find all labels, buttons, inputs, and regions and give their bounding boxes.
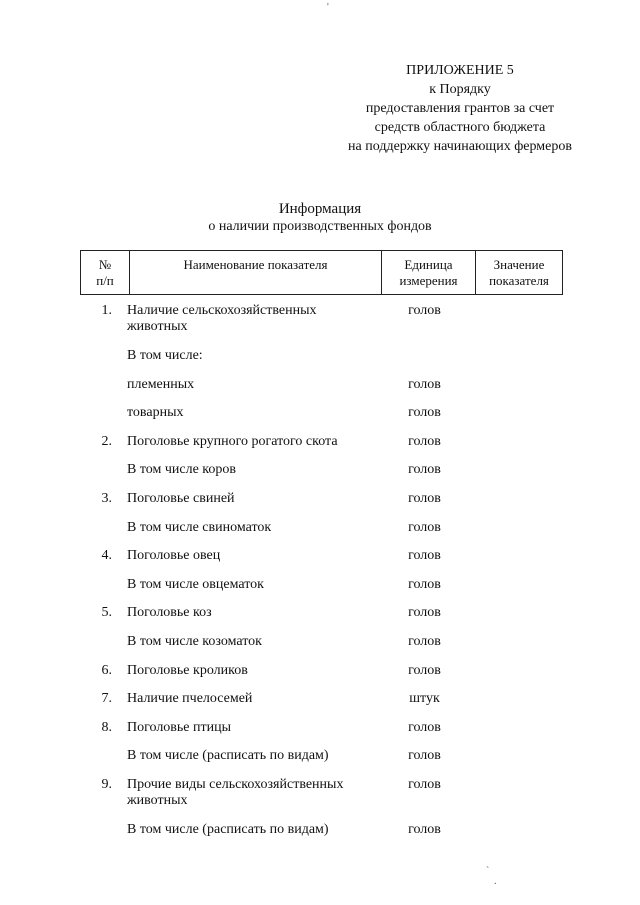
row-unit: голов — [408, 433, 441, 449]
scan-speck: . — [494, 876, 497, 887]
row-unit: голов — [408, 490, 441, 506]
table-row — [80, 348, 570, 377]
row-unit: голов — [408, 719, 441, 735]
table-header — [80, 250, 563, 295]
annex-line-3: предоставления грантов за счет — [365, 101, 555, 116]
table-row — [80, 748, 570, 777]
table-row — [80, 663, 570, 692]
table-row — [80, 462, 570, 491]
row-unit: голов — [408, 776, 441, 792]
row-name: Наличие пчелосемей — [127, 691, 253, 707]
row-number: 2. — [101, 433, 112, 449]
row-name: Поголовье птицы — [127, 719, 232, 735]
document-subtitle: о наличии производственных фондов — [208, 219, 432, 234]
row-name: Поголовье кроликов — [127, 662, 248, 678]
row-name: В том числе (расписать по видам) — [127, 821, 329, 837]
table-row — [80, 303, 570, 348]
row-name: Поголовье свиней — [127, 490, 235, 506]
header-unit — [382, 251, 476, 295]
table-row — [80, 605, 570, 634]
table-row — [80, 377, 570, 406]
row-number: 5. — [101, 605, 112, 621]
row-number: 7. — [101, 691, 112, 707]
row-name: В том числе (расписать по видам) — [127, 748, 329, 764]
row-unit: голов — [408, 633, 441, 649]
table-row — [80, 405, 570, 434]
row-unit: штук — [409, 691, 440, 707]
row-number: 3. — [101, 490, 112, 506]
table-row — [80, 691, 570, 720]
row-unit: голов — [408, 662, 441, 678]
header-row — [81, 251, 563, 295]
document-title-block — [110, 200, 530, 236]
header-value — [476, 251, 563, 295]
row-unit: голов — [408, 548, 441, 564]
table-row — [80, 548, 570, 577]
header-num-line-1: № — [98, 257, 112, 272]
row-name: Поголовье крупного рогатого скота — [127, 433, 338, 449]
row-unit: голов — [408, 462, 441, 478]
header-name — [130, 251, 382, 295]
annex-line-5: на поддержку начинающих фермеров — [348, 139, 572, 154]
row-name: товарных — [127, 405, 184, 421]
row-name: Прочие виды сельскохозяйственных животных — [127, 776, 344, 808]
header-value-line-2: показателя — [489, 273, 549, 288]
row-number: 9. — [101, 776, 112, 792]
annex-line-4: средств областного бюджета — [374, 120, 546, 135]
row-unit: голов — [408, 605, 441, 621]
header-num-line-2: п/п — [96, 273, 114, 288]
table-row — [80, 634, 570, 663]
document-title: Информация — [278, 201, 362, 217]
row-unit: голов — [408, 303, 441, 318]
row-name: В том числе коров — [127, 462, 237, 478]
scan-speck: ` — [486, 866, 490, 877]
row-name: Поголовье овец — [127, 548, 221, 564]
row-number: 8. — [101, 719, 112, 735]
row-unit: голов — [408, 405, 441, 421]
table-body — [80, 303, 570, 851]
row-name: В том числе: — [127, 348, 203, 363]
row-number: 6. — [101, 662, 112, 678]
row-name: В том числе овцематок — [127, 576, 264, 592]
table-row — [80, 777, 570, 822]
header-unit-line-1: Единица — [404, 257, 453, 272]
annex-line-1: ПРИЛОЖЕНИЕ 5 — [406, 63, 514, 78]
table-row — [80, 434, 570, 463]
row-unit: голов — [408, 376, 441, 392]
table-row — [80, 520, 570, 549]
row-number: 4. — [101, 548, 112, 564]
row-unit: голов — [408, 519, 441, 535]
scan-speck: ' — [327, 2, 329, 13]
row-name: В том числе свиноматок — [127, 519, 272, 535]
header-num — [81, 251, 130, 295]
header-value-line-1: Значение — [493, 257, 545, 272]
row-name: Поголовье коз — [127, 605, 212, 621]
table-row — [80, 577, 570, 606]
row-number: 1. — [101, 303, 112, 318]
table-row — [80, 491, 570, 520]
table-row — [80, 720, 570, 749]
row-unit: голов — [408, 748, 441, 764]
header-name-text: Наименование показателя — [183, 257, 328, 272]
header-unit-line-2: измерения — [399, 273, 458, 288]
row-name: племенных — [127, 376, 195, 392]
annex-line-2: к Порядку — [429, 82, 491, 97]
row-name: В том числе козоматок — [127, 633, 262, 649]
row-unit: голов — [408, 576, 441, 592]
annex-header — [300, 61, 620, 156]
table-row — [80, 822, 570, 851]
row-name: Наличие сельскохозяйственных животных — [127, 303, 317, 334]
row-unit: голов — [408, 821, 441, 837]
